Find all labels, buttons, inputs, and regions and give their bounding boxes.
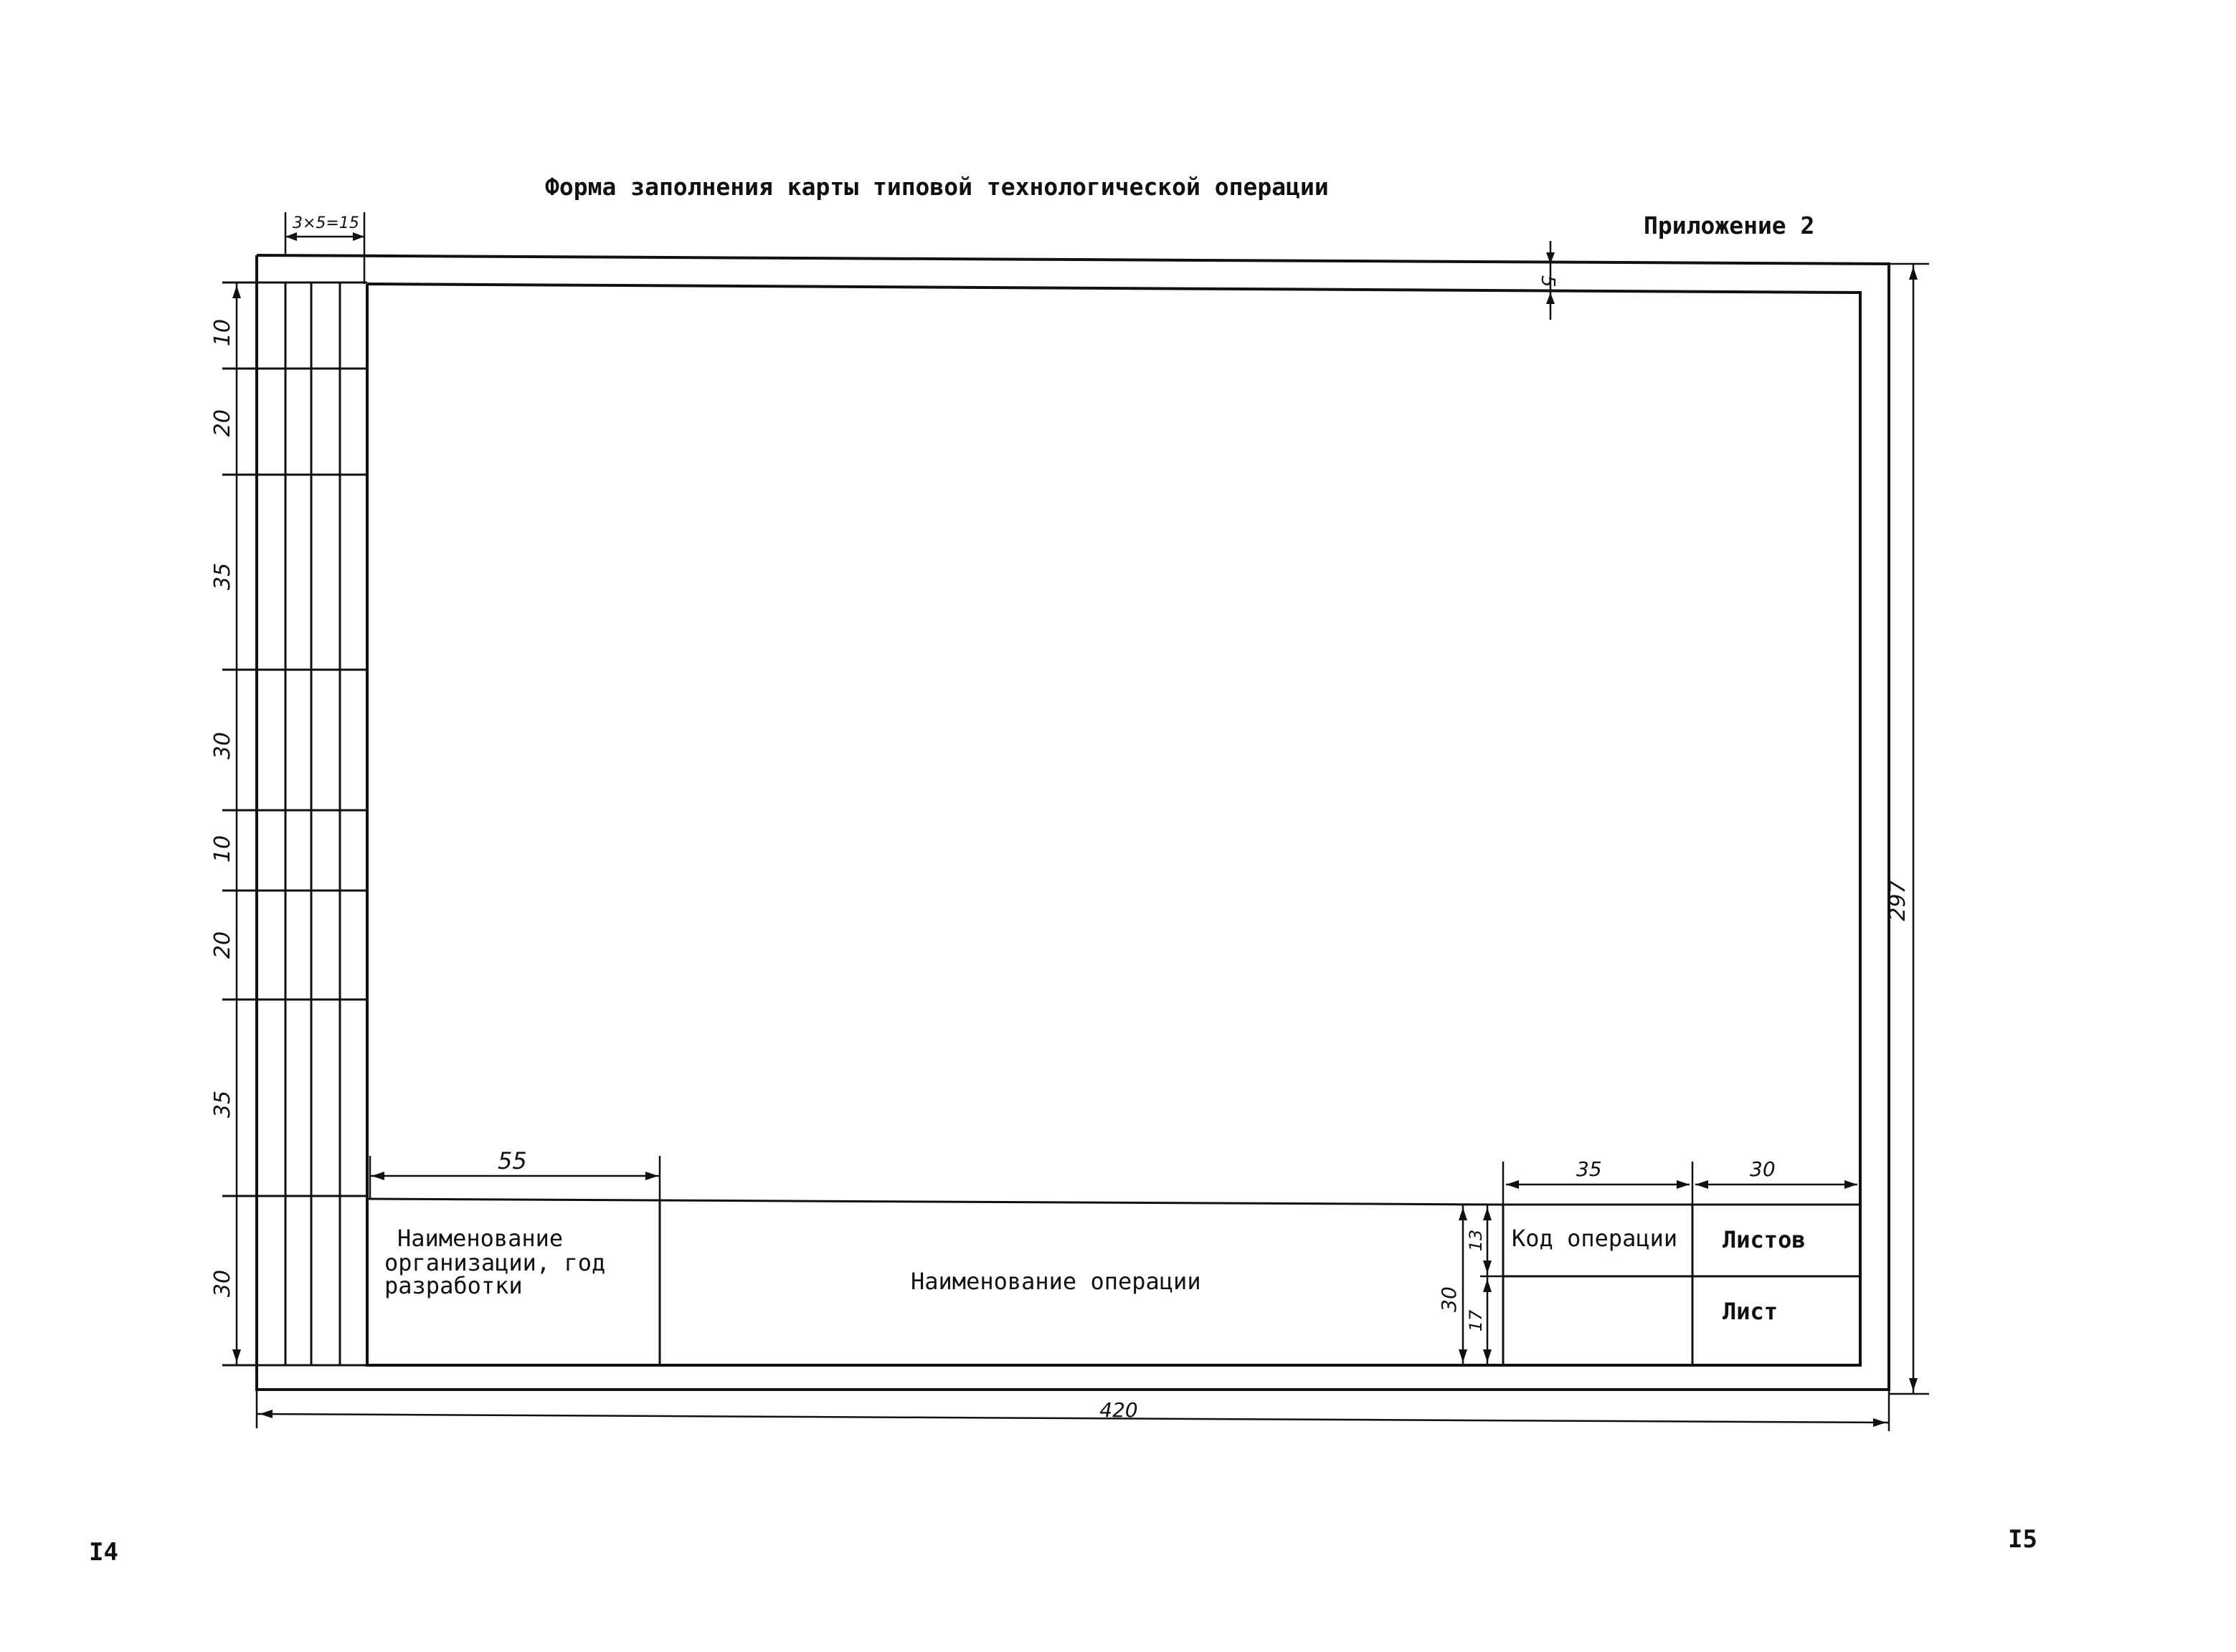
arrowhead bbox=[1459, 1207, 1467, 1220]
dim-label-row-bottom: 17 bbox=[1466, 1309, 1486, 1332]
left-strip-dimension-labels bbox=[210, 319, 235, 1297]
arrowhead bbox=[1909, 1378, 1918, 1391]
org-name-line-1: Наименование bbox=[397, 1225, 564, 1252]
arrowhead bbox=[1483, 1279, 1492, 1292]
appendix-label: Приложение 2 bbox=[1644, 212, 1815, 239]
dim-label-top-offset: 5 bbox=[1537, 275, 1558, 288]
operation-code-label: Код операции bbox=[1512, 1225, 1678, 1252]
sheets-count-label: Листов bbox=[1723, 1226, 1806, 1253]
dim-label-title-block-height: 30 bbox=[1437, 1286, 1461, 1312]
arrowhead bbox=[1483, 1349, 1492, 1362]
arrowhead bbox=[1695, 1180, 1708, 1189]
arrowhead bbox=[260, 1410, 273, 1418]
arrowhead bbox=[232, 285, 241, 298]
dim-label-left: 30 bbox=[210, 731, 235, 760]
page-number-left: I4 bbox=[89, 1538, 118, 1567]
arrowhead bbox=[371, 1172, 384, 1180]
operation-name-label: Наименование операции bbox=[911, 1268, 1201, 1295]
arrowhead bbox=[1483, 1207, 1492, 1220]
arrowhead bbox=[1909, 267, 1918, 280]
sheet-number-label: Лист bbox=[1723, 1298, 1778, 1325]
dim-label-total-width: 420 bbox=[1099, 1398, 1138, 1422]
form-title: Форма заполнения карты типовой технологической операции bbox=[545, 173, 1329, 201]
sheet-frame bbox=[222, 255, 1889, 1390]
dim-label-total-height: 297 bbox=[1885, 880, 1910, 921]
dim-label-code-width: 35 bbox=[1576, 1157, 1602, 1181]
arrowhead bbox=[1546, 293, 1555, 304]
outer-frame bbox=[257, 255, 1889, 1390]
dim-label-left: 35 bbox=[210, 1090, 235, 1119]
dim-label-left: 10 bbox=[210, 835, 235, 863]
arrowhead bbox=[1506, 1180, 1519, 1189]
dim-label-org-width: 55 bbox=[498, 1147, 527, 1174]
dim-label-sheets-width: 30 bbox=[1750, 1157, 1776, 1181]
org-name-line-2: организации, год bbox=[384, 1249, 606, 1276]
arrowhead bbox=[1873, 1418, 1886, 1427]
dim-label-left: 30 bbox=[210, 1269, 235, 1298]
dim-label-row-top: 13 bbox=[1466, 1229, 1486, 1252]
arrowhead bbox=[232, 1349, 241, 1362]
title-block-top bbox=[367, 1199, 1500, 1205]
org-name-line-3: разработки bbox=[384, 1272, 523, 1299]
dim-label-left: 20 bbox=[210, 931, 235, 959]
dim-line bbox=[257, 1414, 1889, 1423]
dim-label-left: 10 bbox=[210, 318, 235, 347]
arrowhead bbox=[285, 232, 297, 241]
arrowhead bbox=[1677, 1180, 1690, 1189]
page-number-right: I5 bbox=[2008, 1525, 2037, 1554]
arrowhead bbox=[1483, 1261, 1492, 1273]
dim-label-top-margin: 3×5=15 bbox=[293, 214, 359, 232]
dim-label-left: 35 bbox=[210, 562, 235, 591]
arrowhead bbox=[1844, 1180, 1857, 1189]
arrowhead bbox=[645, 1172, 658, 1180]
arrowhead bbox=[353, 232, 364, 241]
dim-label-left: 20 bbox=[210, 409, 235, 437]
arrowhead bbox=[1459, 1349, 1467, 1362]
